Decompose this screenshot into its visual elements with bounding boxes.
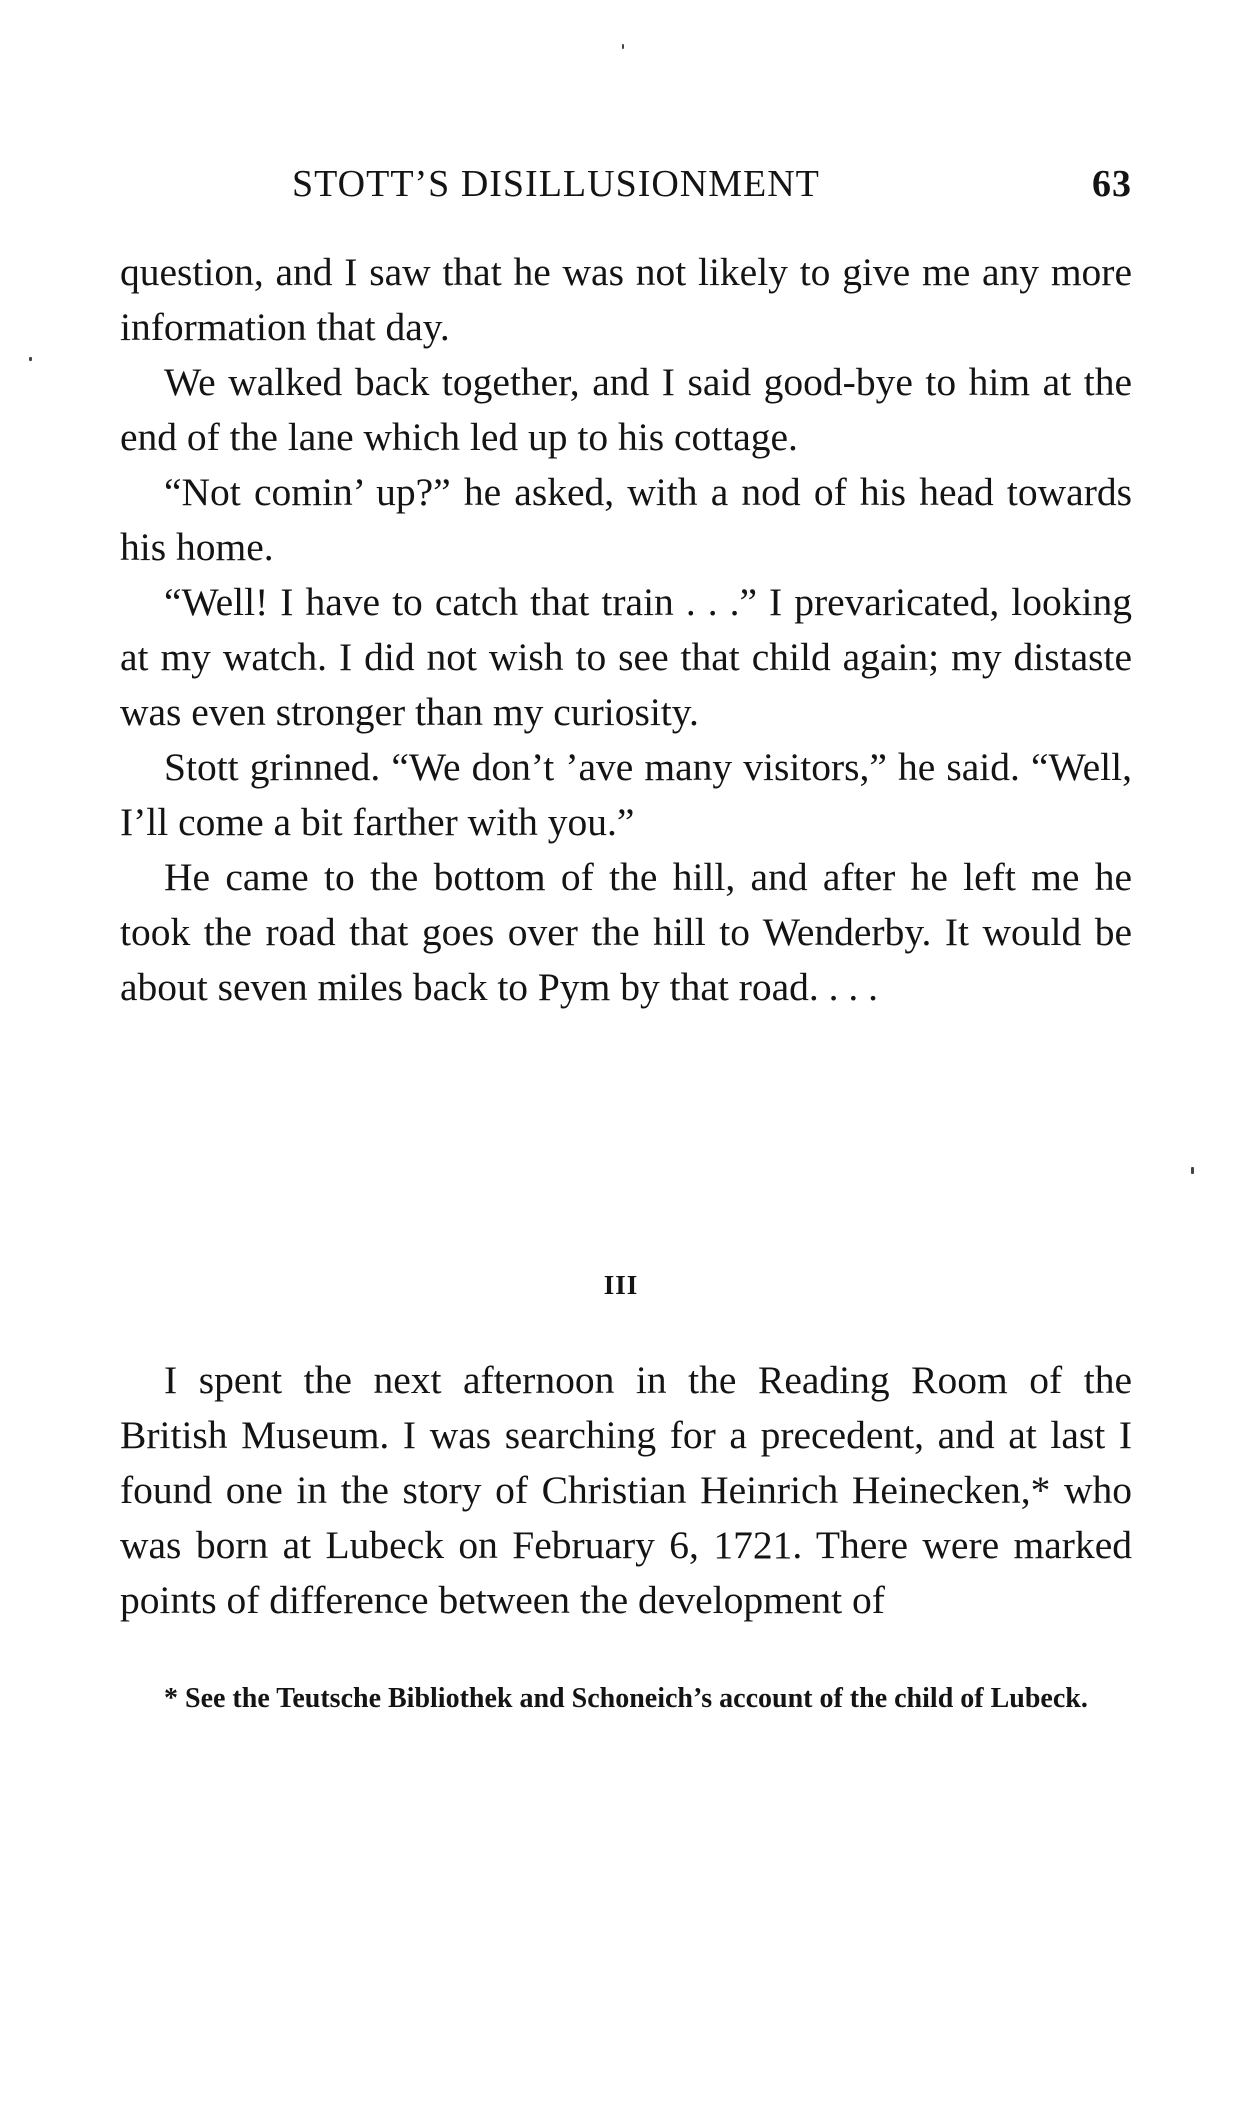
text-block-before-section [120, 245, 1132, 1015]
paragraph: We walked back together, and I said good-bye to him at the end of the lane which led up to his cottage. [120, 360, 1132, 459]
page-number: 63 [1092, 163, 1132, 205]
scan-speck [622, 44, 624, 49]
section-heading: III [603, 1270, 639, 1300]
paragraph: “Not comin’ up?” he asked, with a nod of his head towards his home. [120, 470, 1132, 569]
paragraph: He came to the bottom of the hill, and after he left me he took the road that goes over the hill to Wenderby. It would be about seven miles back to Pym by that road. . . . [120, 855, 1132, 1009]
paragraph: question, and I saw that he was not likely to give me any more information that day. [120, 250, 1132, 349]
running-title: STOTT’S DISILLUSIONMENT [292, 163, 820, 205]
running-head [120, 162, 1132, 214]
footnote-text: * See the Teutsche Bibliothek and Schoneich’s account of the child of Lubeck. [164, 1683, 1088, 1714]
paragraph: Stott grinned. “We don’t ’ave many visitors,” he said. “Well, I’ll come a bit farther with you.” [120, 745, 1132, 844]
text-block-after-section [120, 1353, 1132, 1628]
footnote [120, 1679, 1132, 1719]
scan-speck [29, 357, 32, 361]
paragraph: “Well! I have to catch that train . . .” I prevaricated, looking at my watch. I did not wish to see that child again; my distaste was even stronger than my curiosity. [120, 580, 1132, 734]
paragraph: I spent the next afternoon in the Reading Room of the British Museum. I was searching for a precedent, and at last I found one in the story of Christian Heinrich Heinecken,* who was born at Lubeck on February 6, 1721. There were marked points of difference between the development of [120, 1358, 1132, 1622]
scan-speck [1191, 1167, 1194, 1174]
